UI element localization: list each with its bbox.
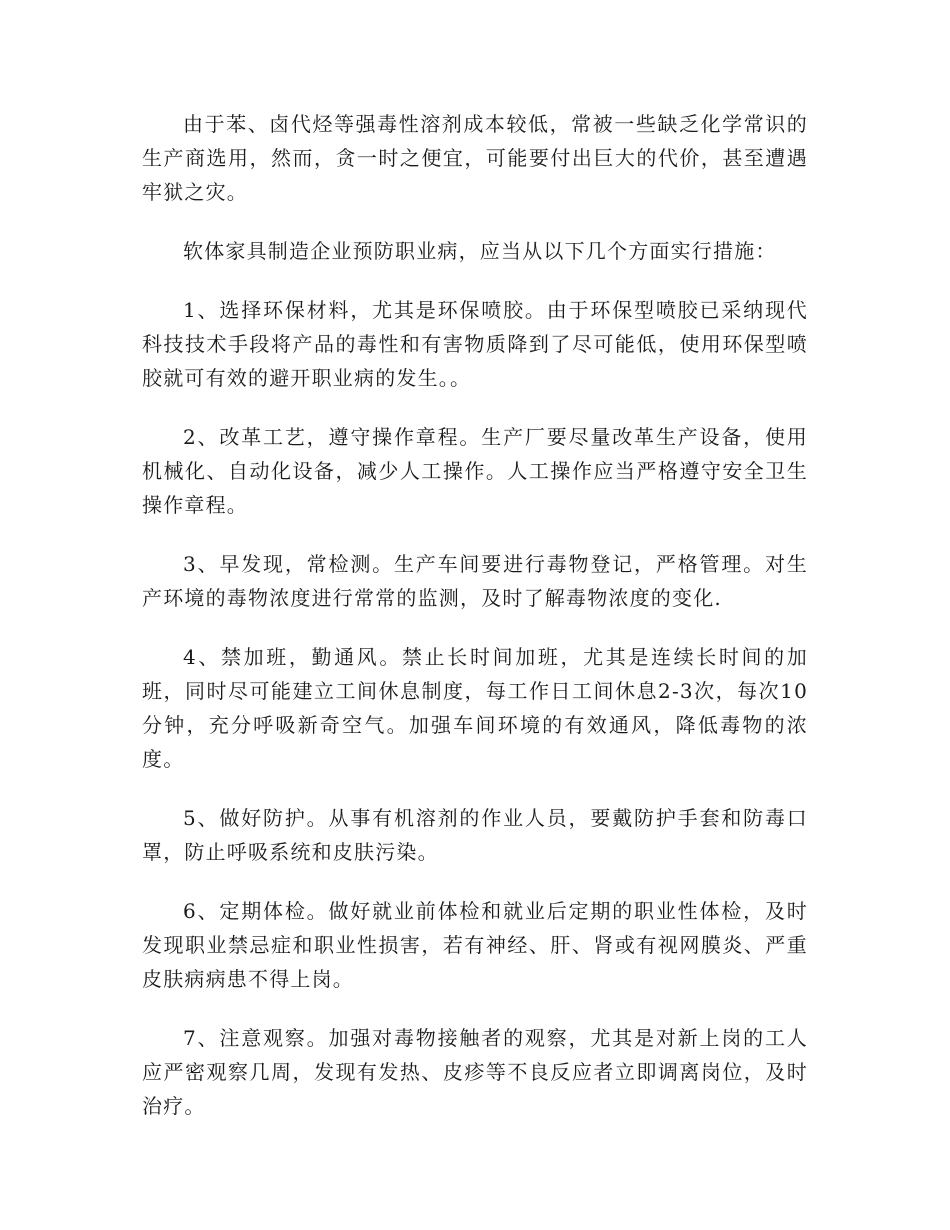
paragraph-measure-5: 5、做好防护。从事有机溶剂的作业人员，要戴防护手套和防毒口罩，防止呼吸系统和皮肤污染。 (142, 806, 808, 864)
paragraph-measure-4: 4、禁加班，勤通风。禁止长时间加班，尤其是连续长时间的加班，同时尽可能建立工间休息制度，每工作日工间休息2-3次，每次10分钟，充分呼吸新奇空气。加强车间环境的有效通风，降低毒物的浓度。 (142, 645, 808, 771)
paragraph-measure-6: 6、定期体检。做好就业前体检和就业后定期的职业性体检，及时发现职业禁忌症和职业性损害，若有神经、肝、肾或有视网膜炎、严重皮肤病病患不得上岗。 (142, 899, 808, 991)
paragraph-measure-3: 3、早发现，常检测。生产车间要进行毒物登记，严格管理。对生产环境的毒物浓度进行常常的监测，及时了解毒物浓度的变化. (142, 552, 808, 610)
paragraph-measure-7: 7、注意观察。加强对毒物接触者的观察，尤其是对新上岗的工人应严密观察几周，发现有发热、皮疹等不良反应者立即调离岗位，及时治疗。 (142, 1026, 808, 1118)
paragraph-measures-heading: 软体家具制造企业预防职业病，应当从以下几个方面实行措施： (183, 239, 777, 263)
document-page (142, 107, 808, 1148)
paragraph-measure-2: 2、改革工艺，遵守操作章程。生产厂要尽量改革生产设备，使用机械化、自动化设备，减少人工操作。人工操作应当严格遵守安全卫生操作章程。 (142, 425, 808, 517)
paragraph-measure-1: 1、选择环保材料，尤其是环保喷胶。由于环保型喷胶已采纳现代科技技术手段将产品的毒性和有害物质降到了尽可能低，使用环保型喷胶就可有效的避开职业病的发生。。 (142, 298, 808, 390)
paragraph-intro: 由于苯、卤代烃等强毒性溶剂成本较低，常被一些缺乏化学常识的生产商选用，然而，贪一时之便宜，可能要付出巨大的代价，甚至遭遇牢狱之灾。 (142, 112, 808, 204)
